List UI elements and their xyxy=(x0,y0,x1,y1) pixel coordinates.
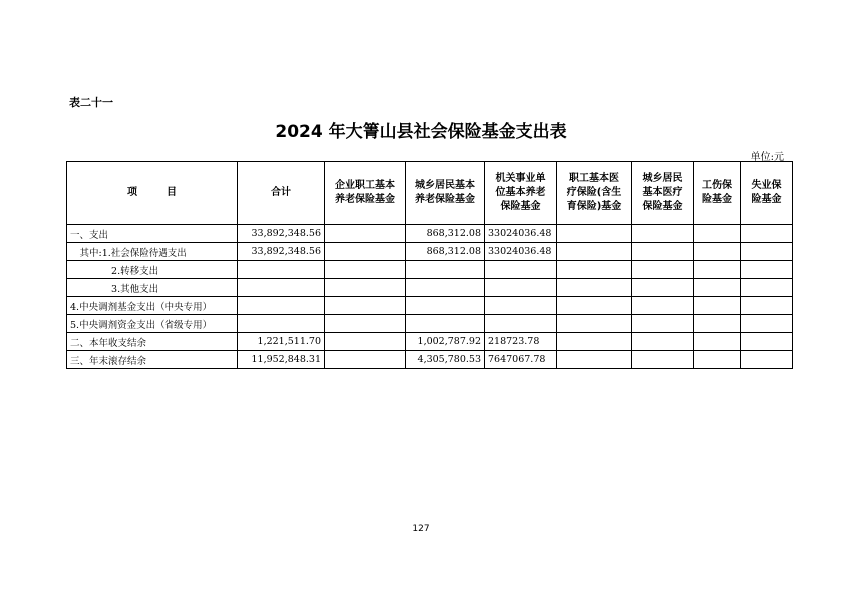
cell-c7 xyxy=(741,297,793,315)
cell-c3: 33024036.48 xyxy=(485,225,557,243)
row-label: 3.其他支出 xyxy=(67,279,238,297)
cell-total xyxy=(238,279,325,297)
cell-c3: 33024036.48 xyxy=(485,243,557,261)
row-label: 二、本年收支结余 xyxy=(67,333,238,351)
cell-total xyxy=(238,261,325,279)
cell-c6 xyxy=(694,297,741,315)
cell-c3 xyxy=(485,279,557,297)
cell-c5 xyxy=(632,315,694,333)
cell-c4 xyxy=(557,261,632,279)
cell-c5 xyxy=(632,279,694,297)
cell-c3 xyxy=(485,261,557,279)
cell-c5 xyxy=(632,297,694,315)
header-injury: 工伤保 险基金 xyxy=(694,162,741,225)
cell-c3 xyxy=(485,297,557,315)
cell-c2: 4,305,780.53 xyxy=(406,351,485,369)
cell-c2 xyxy=(406,297,485,315)
cell-c2 xyxy=(406,315,485,333)
table-row xyxy=(67,225,793,243)
cell-c4 xyxy=(557,225,632,243)
cell-c2 xyxy=(406,261,485,279)
cell-c7 xyxy=(741,279,793,297)
cell-c3 xyxy=(485,315,557,333)
cell-total: 33,892,348.56 xyxy=(238,225,325,243)
cell-c7 xyxy=(741,333,793,351)
cell-c2 xyxy=(406,279,485,297)
cell-c1 xyxy=(325,333,406,351)
table-row xyxy=(67,243,793,261)
header-unemployment: 失业保 险基金 xyxy=(741,162,793,225)
cell-c6 xyxy=(694,315,741,333)
cell-c4 xyxy=(557,279,632,297)
cell-c1 xyxy=(325,261,406,279)
header-resident-pension: 城乡居民基本 养老保险基金 xyxy=(406,162,485,225)
table-row xyxy=(67,333,793,351)
cell-total xyxy=(238,315,325,333)
cell-c1 xyxy=(325,243,406,261)
row-label: 一、支出 xyxy=(67,225,238,243)
cell-c3: 218723.78 xyxy=(485,333,557,351)
header-row xyxy=(67,162,793,225)
row-label: 其中:1.社会保险待遇支出 xyxy=(67,243,238,261)
cell-c4 xyxy=(557,333,632,351)
cell-c3: 7647067.78 xyxy=(485,351,557,369)
cell-c6 xyxy=(694,243,741,261)
header-institution-pension: 机关事业单 位基本养老 保险基金 xyxy=(485,162,557,225)
cell-total: 33,892,348.56 xyxy=(238,243,325,261)
cell-c4 xyxy=(557,297,632,315)
page-title: 2024 年大箐山县社会保险基金支出表 xyxy=(275,122,567,142)
table-row xyxy=(67,279,793,297)
cell-c7 xyxy=(741,225,793,243)
row-label: 5.中央调剂资金支出（省级专用） xyxy=(67,315,238,333)
cell-c4 xyxy=(557,243,632,261)
cell-c4 xyxy=(557,351,632,369)
cell-total xyxy=(238,297,325,315)
table-label: 表二十一 xyxy=(69,96,113,109)
cell-c7 xyxy=(741,351,793,369)
cell-c2: 868,312.08 xyxy=(406,243,485,261)
cell-c7 xyxy=(741,315,793,333)
header-resident-medical: 城乡居民 基本医疗 保险基金 xyxy=(632,162,694,225)
cell-c1 xyxy=(325,279,406,297)
cell-c2: 868,312.08 xyxy=(406,225,485,243)
cell-c1 xyxy=(325,351,406,369)
cell-c5 xyxy=(632,351,694,369)
cell-c5 xyxy=(632,243,694,261)
cell-c1 xyxy=(325,297,406,315)
header-enterprise-pension: 企业职工基本 养老保险基金 xyxy=(325,162,406,225)
cell-c5 xyxy=(632,261,694,279)
cell-c6 xyxy=(694,333,741,351)
cell-c6 xyxy=(694,225,741,243)
cell-c5 xyxy=(632,225,694,243)
table-row xyxy=(67,261,793,279)
cell-c7 xyxy=(741,243,793,261)
cell-c1 xyxy=(325,315,406,333)
cell-total: 11,952,848.31 xyxy=(238,351,325,369)
cell-c7 xyxy=(741,261,793,279)
table-row xyxy=(67,315,793,333)
cell-c1 xyxy=(325,225,406,243)
fund-expenditure-table xyxy=(66,161,793,369)
header-total: 合计 xyxy=(238,162,325,225)
cell-c6 xyxy=(694,279,741,297)
header-item: 项 目 xyxy=(67,162,238,225)
cell-c2: 1,002,787.92 xyxy=(406,333,485,351)
row-label: 2.转移支出 xyxy=(67,261,238,279)
page-number: 127 xyxy=(412,524,430,534)
header-employee-medical: 职工基本医 疗保险(含生 育保险)基金 xyxy=(557,162,632,225)
row-label: 三、年末滚存结余 xyxy=(67,351,238,369)
table-row xyxy=(67,351,793,369)
cell-c4 xyxy=(557,315,632,333)
row-label: 4.中央调剂基金支出（中央专用） xyxy=(67,297,238,315)
cell-c6 xyxy=(694,351,741,369)
cell-c6 xyxy=(694,261,741,279)
cell-total: 1,221,511.70 xyxy=(238,333,325,351)
table-row xyxy=(67,297,793,315)
unit-label: 单位:元 xyxy=(750,152,784,163)
cell-c5 xyxy=(632,333,694,351)
